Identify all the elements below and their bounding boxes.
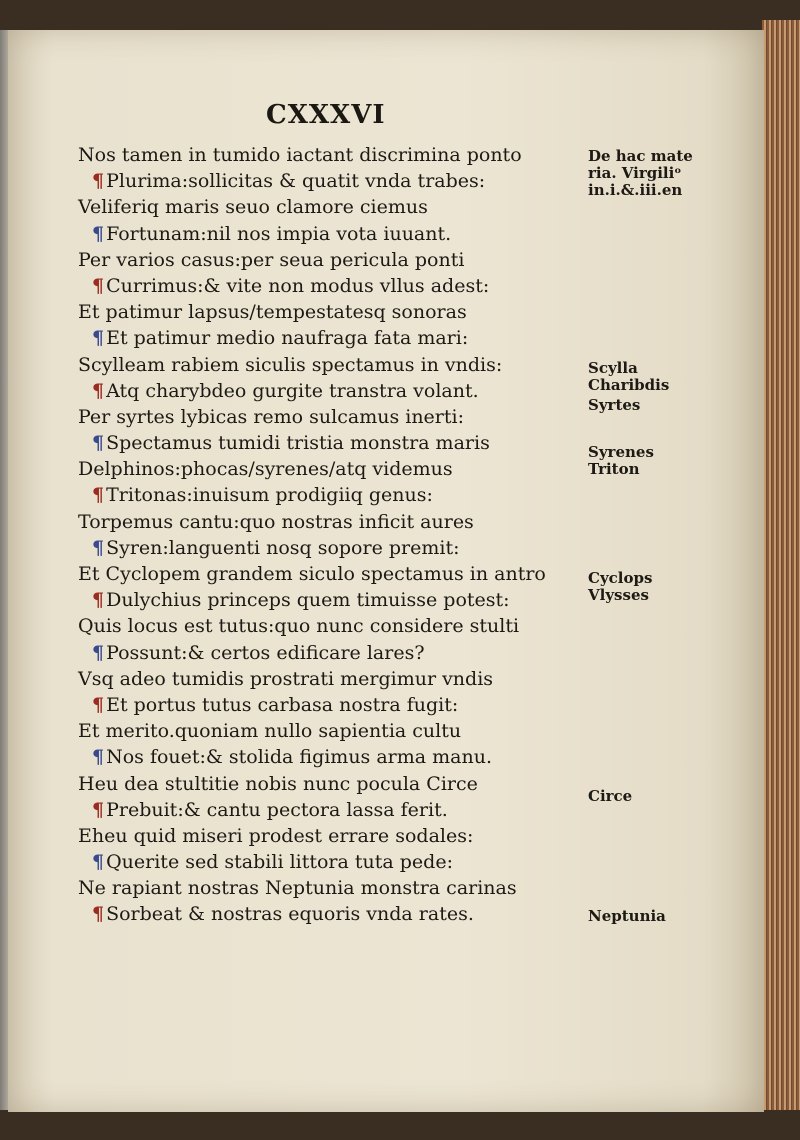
verse-text: Spectamus tumidi tristia monstra maris [106, 432, 490, 455]
verse-line [78, 142, 588, 168]
verse-line [78, 901, 588, 927]
rubric-mark-icon: ¶ [92, 222, 105, 245]
verse-text: Scylleam rabiem siculis spectamus in vndis: [78, 353, 503, 376]
marginal-note-line: ria. Virgiliᵒ [588, 164, 682, 182]
verse-text: Dulychius princeps quem timuisse potest: [106, 589, 510, 612]
marginal-note-line: Syrenes [588, 443, 654, 461]
marginal-note-line: Vlysses [588, 586, 649, 604]
verse-line [78, 744, 588, 770]
verse-text: Et patimur lapsus/tempestatesq sonoras [78, 301, 467, 324]
verse-line [78, 535, 588, 561]
verse-line [78, 352, 588, 378]
verse-text: Atq charybdeo gurgite transtra volant. [106, 379, 479, 402]
verse-line [78, 325, 588, 351]
marginal-note [588, 570, 718, 604]
rubric-mark-icon: ¶ [92, 798, 105, 821]
rubric-mark-icon: ¶ [92, 432, 105, 455]
verse-text: Veliferiq maris seuo clamore ciemus [78, 196, 428, 219]
verse-line [78, 168, 588, 194]
marginal-note-line: Triton [588, 460, 640, 478]
marginal-note-line: Scylla [588, 359, 638, 377]
verse-text: Quis locus est tutus:quo nunc considere stulti [78, 615, 520, 638]
verse-line [78, 404, 588, 430]
verse-text: Per varios casus:per seua pericula ponti [78, 248, 465, 271]
rubric-mark-icon: ¶ [92, 327, 105, 350]
verse-text: Nos tamen in tumido iactant discrimina ponto [78, 144, 522, 166]
verse-line [78, 849, 588, 875]
verse-line [78, 509, 588, 535]
marginal-note-line: Neptunia [588, 907, 666, 925]
verse-text: Vsq adeo tumidis prostrati mergimur vndis [78, 667, 494, 690]
verse-text: Et merito.quoniam nullo sapientia cultu [78, 720, 462, 743]
marginal-note [588, 397, 718, 414]
verse-block [78, 142, 588, 928]
rubric-mark-icon: ¶ [92, 170, 105, 193]
rubric-mark-icon: ¶ [92, 641, 105, 664]
verse-text: Et Cyclopem grandem siculo spectamus in antro [78, 563, 546, 585]
marginal-note-line: Charibdis [588, 376, 670, 394]
rubric-mark-icon: ¶ [92, 589, 105, 612]
marginal-note [588, 788, 718, 805]
verse-text: Querite sed stabili littora tuta pede: [106, 851, 453, 874]
verse-text: Currimus:& vite non modus vllus adest: [106, 274, 490, 297]
verse-line [78, 797, 588, 823]
verse-text: Syren:languenti nosq sopore premit: [106, 536, 460, 559]
verse-line [78, 378, 588, 404]
verse-text: Tritonas:inuisum prodigiiq genus: [106, 484, 433, 507]
verse-line [78, 194, 588, 220]
verse-line [78, 692, 588, 718]
marginal-note [588, 908, 718, 925]
verse-line [78, 666, 588, 692]
rubric-mark-icon: ¶ [92, 274, 105, 297]
verse-line [78, 430, 588, 456]
verse-line [78, 823, 588, 849]
rubric-mark-icon: ¶ [92, 693, 105, 716]
verse-line [78, 456, 588, 482]
folio-number: CXXXVI [266, 100, 386, 130]
marginal-note-line: De hac mate [588, 147, 693, 165]
verse-text: Nos fouet:& stolida figimus arma manu. [106, 746, 493, 769]
verse-line [78, 587, 588, 613]
verse-line [78, 273, 588, 299]
verse-line [78, 718, 588, 744]
verse-line [78, 640, 588, 666]
rubric-mark-icon: ¶ [92, 536, 105, 559]
book-page [8, 30, 764, 1112]
verse-text: Sorbeat & nostras equoris vnda rates. [106, 903, 474, 926]
verse-text: Ne rapiant nostras Neptunia monstra carinas [78, 877, 517, 900]
marginal-note [588, 444, 718, 478]
verse-text: Eheu quid miseri prodest errare sodales: [78, 824, 474, 847]
verse-line [78, 561, 588, 587]
verse-text: Et portus tutus carbasa nostra fugit: [106, 693, 459, 716]
verse-text: Delphinos:phocas/syrenes/atq videmus [78, 458, 453, 481]
rubric-mark-icon: ¶ [92, 484, 105, 507]
rubric-mark-icon: ¶ [92, 851, 105, 874]
verse-text: Heu dea stultitie nobis nunc pocula Circe [78, 772, 478, 795]
marginal-note-line: Cyclops [588, 569, 653, 587]
marginal-note-line: Syrtes [588, 396, 641, 414]
marginal-note [588, 360, 718, 394]
verse-text: Per syrtes lybicas remo sulcamus inerti: [78, 405, 464, 428]
verse-line [78, 875, 588, 901]
rubric-mark-icon: ¶ [92, 746, 105, 769]
verse-line [78, 613, 588, 639]
verse-text: Fortunam:nil nos impia vota iuuant. [106, 222, 452, 245]
page-block-edge [762, 20, 800, 1110]
marginal-note [588, 148, 718, 199]
verse-text: Plurima:sollicitas & quatit vnda trabes: [106, 170, 486, 193]
verse-line [78, 299, 588, 325]
verse-text: Possunt:& certos edificare lares? [106, 641, 425, 664]
rubric-mark-icon: ¶ [92, 379, 105, 402]
verse-text: Prebuit:& cantu pectora lassa ferit. [106, 798, 448, 821]
marginal-note-line: Circe [588, 787, 633, 805]
verse-text: Torpemus cantu:quo nostras inficit aures [78, 510, 474, 533]
rubric-mark-icon: ¶ [92, 903, 105, 926]
verse-line [78, 482, 588, 508]
verse-text: Et patimur medio naufraga fata mari: [106, 327, 469, 350]
verse-line [78, 247, 588, 273]
verse-line [78, 221, 588, 247]
marginal-note-line: in.i.&.iii.en [588, 181, 683, 199]
verse-line [78, 771, 588, 797]
